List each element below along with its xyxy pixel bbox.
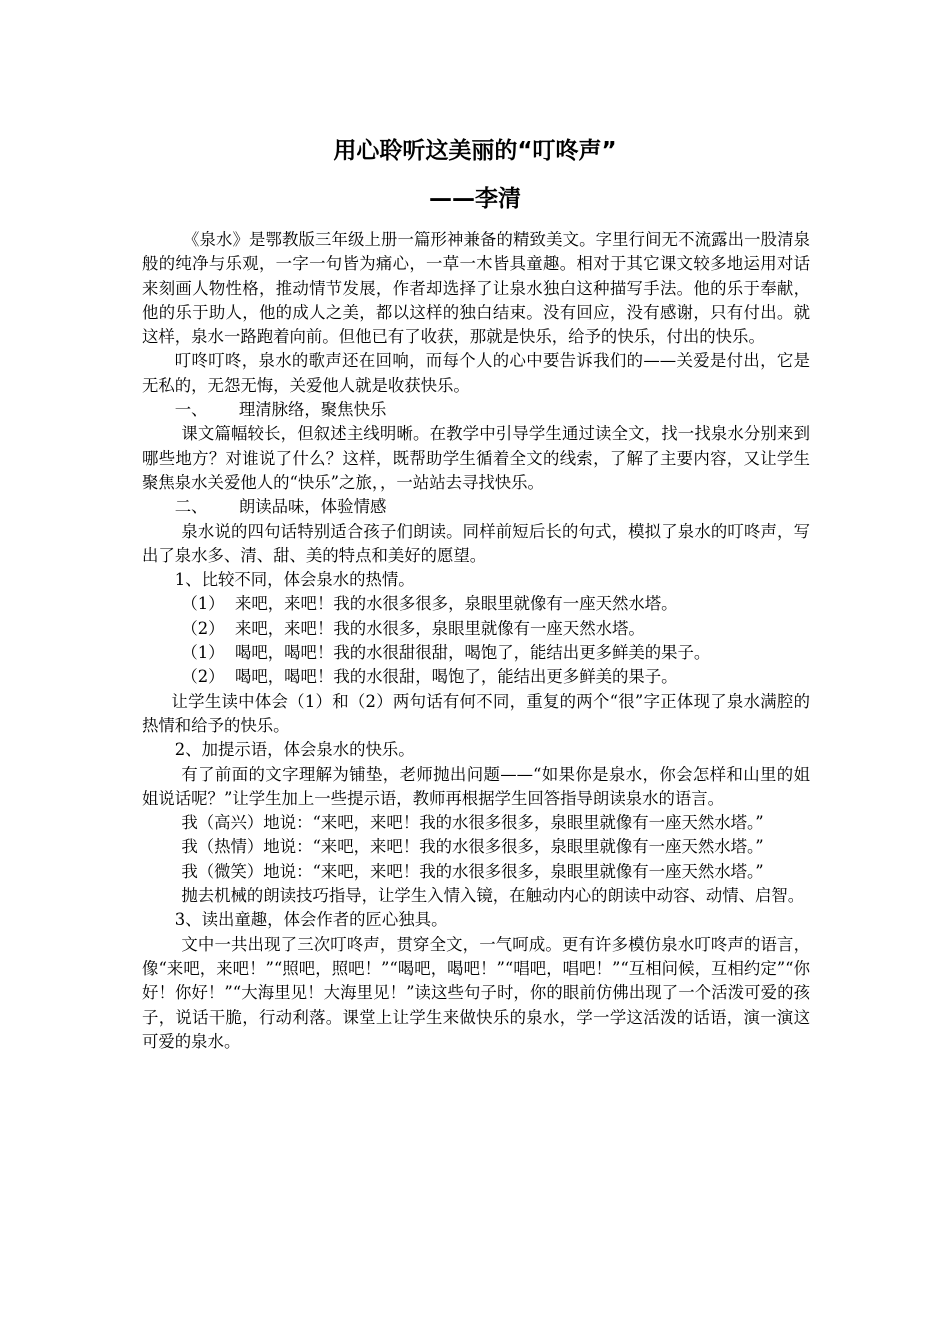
body-paragraph: 文中一共出现了三次叮咚声，贯穿全文，一气呵成。更有许多模仿泉水叮咚声的语言，像“来吧，来吧！”“照吧，照吧！”“喝吧，喝吧！”“唱吧，唱吧！”“互相问候，互相约定”“你好！你好！”“大海里见！大海里见！”读这些句子时，你的眼前仿佛出现了一个活泼可爱的孩子，说话干脆，行动利落。课堂上让学生来做快乐的泉水，学一学这活泼的话语，演一演这可爱的泉水。 [142, 934, 810, 1051]
body-paragraph: 1、比较不同，体会泉水的热情。 [174, 570, 415, 590]
body-paragraph: 泉水说的四句话特别适合孩子们朗读。同样前短后长的句式，模拟了泉水的叮咚声，写出了泉水多、清、甜、美的特点和美好的愿望。 [142, 521, 810, 565]
body-paragraph: 2、加提示语，体会泉水的快乐。 [174, 740, 415, 760]
body-paragraph: 抛去机械的朗读技巧指导，让学生入情入镜，在触动内心的朗读中动容、动情、启智。 [181, 886, 805, 906]
body-paragraph: 有了前面的文字理解为铺垫，老师抛出问题——“如果你是泉水，你会怎样和山里的姐姐说话呢？”让学生加上一些提示语，教师再根据学生回答指导朗读泉水的语言。 [142, 764, 810, 808]
document-author: ——李清 [429, 186, 521, 212]
body-paragraph: 让学生读中体会（1）和（2）两句话有何不同，重复的两个“很”字正体现了泉水满腔的热情和给予的快乐。 [142, 691, 810, 735]
body-paragraph: 《泉水》是鄂教版三年级上册一篇形神兼备的精致美文。字里行间无不流露出一股清泉般的纯净与乐观，一字一句皆为痛心，一草一木皆具童趣。相对于其它课文较多地运用对话来刻画人物性格，推动情节发展，作者却选择了让泉水独白这种描写手法。他的乐于奉献，他的乐于助人，他的成人之美，都以这样的独白结束。没有回应，没有感谢，只有付出。就这样，泉水一路跑着向前。但他已有了收获，那就是快乐，给予的快乐，付出的快乐。 [142, 230, 810, 347]
body-paragraph: （2） 来吧，来吧！我的水很多，泉眼里就像有一座天然水塔。 [181, 618, 645, 638]
body-paragraph: 课文篇幅较长，但叙述主线明晰。在教学中引导学生通过读全文，找一找泉水分别来到哪些地方？对谁说了什么？这样，既帮助学生循着全文的线索，了解了主要内容，又让学生聚焦泉水关爱他人的“快乐”之旅，，一站站去寻找快乐。 [142, 424, 810, 492]
body-paragraph: （1） 喝吧，喝吧！我的水很甜很甜，喝饱了，能结出更多鲜美的果子。 [181, 643, 711, 663]
body-paragraph: 我（高兴）地说：“来吧，来吧！我的水很多很多，泉眼里就像有一座天然水塔。” [181, 813, 764, 833]
document-title: 用心聆听这美丽的“叮咚声” [333, 138, 617, 164]
body-paragraph: 叮咚叮咚，泉水的歌声还在回响，而每个人的心中要告诉我们的——关爱是付出，它是无私的，无怨无悔，关爱他人就是收获快乐。 [142, 351, 810, 395]
body-paragraph: 我（微笑）地说：“来吧，来吧！我的水很多很多，泉眼里就像有一座天然水塔。” [181, 861, 764, 881]
body-paragraph: 我（热情）地说：“来吧，来吧！我的水很多很多，泉眼里就像有一座天然水塔。” [181, 837, 764, 857]
document-body [142, 228, 810, 1054]
body-paragraph: 二、 朗读品味，体验情感 [174, 497, 387, 517]
body-paragraph: （2） 喝吧，喝吧！我的水很甜，喝饱了，能结出更多鲜美的果子。 [181, 667, 678, 687]
body-paragraph: 3、读出童趣，体会作者的匠心独具。 [174, 910, 448, 930]
body-paragraph: 一、 理清脉络，聚焦快乐 [174, 400, 387, 420]
body-paragraph: （1） 来吧，来吧！我的水很多很多，泉眼里就像有一座天然水塔。 [181, 594, 678, 614]
